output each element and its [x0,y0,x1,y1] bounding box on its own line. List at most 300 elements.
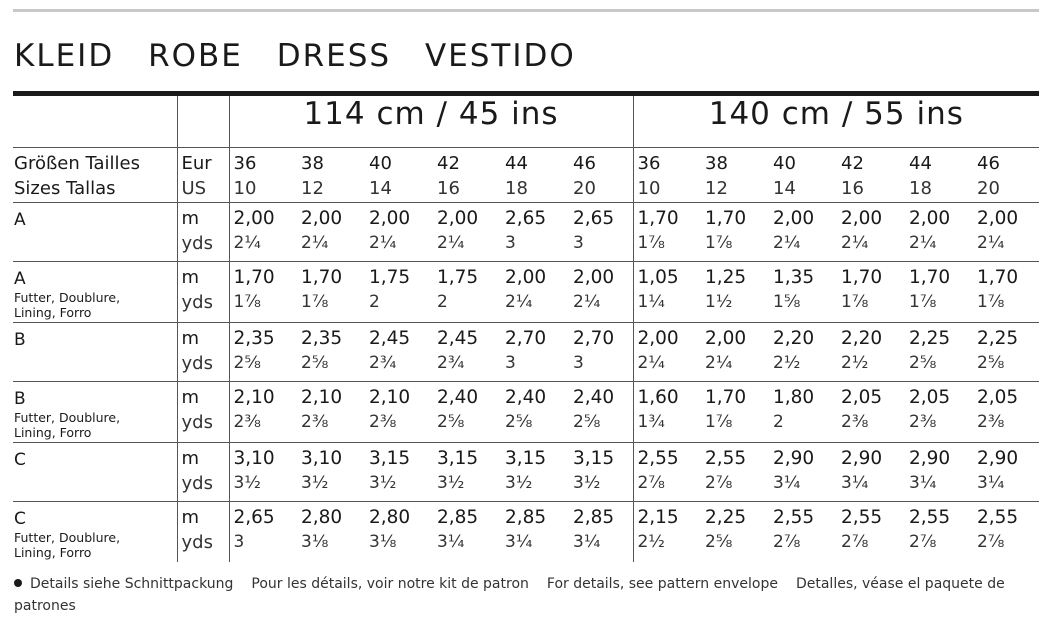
yards-value: 2⅝ [437,412,465,432]
footer-note-fr: Pour les détails, voir notre kit de patron [251,576,529,592]
size-eur: 36 [233,153,257,174]
yardage-cell [229,262,297,323]
size-eur: 38 [705,153,728,174]
yards-value: 2½ [773,353,801,373]
yards-value: 3½ [301,473,329,493]
size-header-cell [905,148,973,203]
metres-value: 1,70 [705,387,747,408]
yards-value: 1¾ [637,412,665,432]
table-row [13,203,1039,262]
yards-value: 3 [505,353,516,373]
yards-value: 2⅜ [369,412,397,432]
yardage-cell [365,203,433,262]
yards-value: 1⅞ [637,233,665,253]
metres-value: 2,65 [573,208,615,229]
yardage-cell [973,262,1039,323]
metres-value: 2,25 [977,328,1019,349]
metres-value: 1,70 [909,267,951,288]
metres-value: 2,00 [233,208,275,229]
unit-metres: m [181,267,200,288]
yards-value: 3¼ [773,473,801,493]
yardage-cell [769,443,837,502]
yards-value: 3¼ [841,473,869,493]
size-us: 12 [705,178,728,199]
yardage-cell [501,502,569,563]
yards-value: 3 [573,353,584,373]
lining-label: Futter, Doublure, [14,530,121,545]
yardage-cell [701,323,769,382]
metres-value: 1,75 [369,267,411,288]
yards-value: 2¼ [233,233,261,253]
yards-value: 2¼ [505,292,533,312]
unit-yards: yds [181,532,213,553]
yards-value: 3⅛ [369,532,397,552]
yards-value: 3 [505,233,516,253]
yards-value: 2¼ [841,233,869,253]
view-label: C [14,450,26,470]
yardage-cell [701,443,769,502]
yards-value: 2⅝ [977,353,1005,373]
size-eur: 44 [505,153,528,174]
metres-value: 1,70 [301,267,343,288]
yardage-cell [433,262,501,323]
yards-value: 3¼ [909,473,937,493]
size-us: 10 [637,178,661,199]
yardage-cell [569,323,633,382]
fabric-width-row [13,96,1039,148]
yardage-cell [769,262,837,323]
yards-value: 2¾ [369,353,397,373]
yardage-cell [569,443,633,502]
size-us: 16 [841,178,864,199]
metres-value: 3,15 [573,448,615,469]
size-us: 14 [369,178,392,199]
yards-value: 2⅜ [977,412,1005,432]
footer-note-de: Details siehe Schnittpackung [30,576,234,592]
size-header-cell [701,148,769,203]
metres-value: 2,45 [437,328,479,349]
metres-value: 2,00 [977,208,1019,229]
unit-cell [177,502,229,563]
metres-value: 2,40 [573,387,615,408]
size-us: 14 [773,178,796,199]
yards-value: 2⅞ [773,532,801,552]
yardage-cell [365,323,433,382]
yardage-cell [433,443,501,502]
metres-value: 2,20 [773,328,815,349]
metres-value: 2,65 [233,507,275,528]
yardage-cell [297,203,365,262]
view-label-cell [13,203,177,262]
footer-note-es: Detalles, véase el paquete de patrones [14,576,1005,614]
metres-value: 1,70 [977,267,1019,288]
yards-value: 1⅞ [841,292,869,312]
yardage-cell [297,262,365,323]
yards-value: 2⅝ [909,353,937,373]
yardage-cell [905,203,973,262]
yards-value: 1¼ [637,292,665,312]
yards-value: 2⅝ [573,412,601,432]
yardage-cell [433,382,501,443]
unit-cell [177,323,229,382]
yardage-cell [837,262,905,323]
yardage-cell [905,443,973,502]
metres-value: 2,00 [505,267,547,288]
table-row [13,443,1039,502]
yardage-cell [701,502,769,563]
yards-value: 2¼ [369,233,397,253]
yardage-cell [433,502,501,563]
yards-value: 2⅞ [637,473,665,493]
size-eur: 38 [301,153,324,174]
yards-value: 2¼ [437,233,465,253]
yardage-cell [769,382,837,443]
unit-metres: m [181,328,200,349]
yards-value: 2⅝ [505,412,533,432]
size-header-cell [837,148,905,203]
metres-value: 2,15 [637,507,679,528]
yardage-cell [837,203,905,262]
metres-value: 2,85 [505,507,547,528]
metres-value: 2,45 [369,328,411,349]
title-word-en: DRESS [276,38,392,74]
yards-value: 2⅞ [977,532,1005,552]
metres-value: 2,00 [773,208,815,229]
size-header-row [13,148,1039,203]
yardage-cell [297,443,365,502]
yardage-cell [501,323,569,382]
yardage-cell [501,443,569,502]
yards-value: 3½ [573,473,601,493]
yardage-cell [229,203,297,262]
yards-value: 2¼ [573,292,601,312]
yardage-cell [973,502,1039,563]
metres-value: 1,80 [773,387,815,408]
yardage-cell [365,443,433,502]
unit-yards: yds [181,292,213,313]
metres-value: 2,00 [637,328,679,349]
yardage-cell [633,323,701,382]
title-word-fr: ROBE [148,38,243,74]
size-header-cell [569,148,633,203]
metres-value: 1,60 [637,387,679,408]
top-rule [13,9,1039,12]
unit-yards: yds [181,353,213,374]
yards-value: 3⅛ [301,532,329,552]
yardage-cell [633,382,701,443]
yardage-cell [433,323,501,382]
yards-value: 2 [369,292,380,312]
metres-value: 2,00 [705,328,747,349]
size-eur: 36 [637,153,661,174]
metres-value: 2,20 [841,328,883,349]
yardage-cell [365,382,433,443]
yardage-cell [769,203,837,262]
yardage-cell [569,203,633,262]
footer-note-en: For details, see pattern envelope [546,576,778,592]
size-us: 16 [437,178,460,199]
fabric-width-114: 114 cm / 45 ins [303,96,559,132]
metres-value: 2,65 [505,208,547,229]
lining-label: Lining, Forro [14,425,92,440]
yardage-cell [501,382,569,443]
yards-value: 2⅜ [841,412,869,432]
metres-value: 3,15 [505,448,547,469]
table-row [13,502,1039,563]
metres-value: 1,05 [637,267,679,288]
size-header-cell [365,148,433,203]
size-header-cell [973,148,1039,203]
lining-label: Lining, Forro [14,305,92,320]
view-label-cell [13,262,177,323]
lining-label: Futter, Doublure, [14,410,121,425]
yardage-cell [633,203,701,262]
metres-value: 2,85 [437,507,479,528]
metres-value: 2,80 [301,507,343,528]
metres-value: 2,85 [573,507,615,528]
metres-value: 2,55 [977,507,1019,528]
size-eur: 40 [773,153,796,174]
metres-value: 2,80 [369,507,411,528]
metres-value: 2,90 [909,448,951,469]
yards-value: 2½ [637,532,665,552]
metres-value: 2,25 [705,507,747,528]
metres-value: 1,75 [437,267,479,288]
metres-value: 3,10 [301,448,343,469]
metres-value: 2,35 [233,328,275,349]
yards-value: 2¼ [705,353,733,373]
lining-label: Futter, Doublure, [14,290,121,305]
yardage-cell [297,323,365,382]
size-header-cell [297,148,365,203]
yards-value: 1⅞ [909,292,937,312]
unit-yards: yds [181,233,213,254]
metres-value: 2,55 [841,507,883,528]
size-header-cell [501,148,569,203]
unit-metres: m [181,507,200,528]
yardage-cell [769,502,837,563]
size-eur: 42 [437,153,460,174]
yardage-cell [837,323,905,382]
table-row [13,323,1039,382]
size-eur: 40 [369,153,392,174]
yardage-cell [973,203,1039,262]
metres-value: 1,70 [841,267,883,288]
yards-value: 2⅞ [705,473,733,493]
size-header-cell [229,148,297,203]
size-header-cell [433,148,501,203]
view-label-cell [13,502,177,563]
yardage-cell [701,262,769,323]
yardage-cell [769,323,837,382]
yardage-cell [905,262,973,323]
metres-value: 2,35 [301,328,343,349]
metres-value: 1,25 [705,267,747,288]
yards-value: 1½ [705,292,733,312]
view-label: A [14,269,26,289]
yards-value: 3½ [437,473,465,493]
metres-value: 3,15 [369,448,411,469]
view-label-cell [13,382,177,443]
bullet-icon [14,579,22,587]
yardage-cell [905,502,973,563]
metres-value: 2,05 [841,387,883,408]
metres-value: 2,05 [909,387,951,408]
yardage-cell [633,443,701,502]
yards-value: 1⅞ [705,412,733,432]
metres-value: 2,00 [909,208,951,229]
yards-value: 3 [573,233,584,253]
size-us: 20 [977,178,1000,199]
metres-value: 2,00 [301,208,343,229]
metres-value: 2,40 [505,387,547,408]
yardage-cell [229,502,297,563]
lining-label: Lining, Forro [14,545,92,560]
size-eur: 42 [841,153,864,174]
metres-value: 2,55 [637,448,679,469]
metres-value: 2,55 [705,448,747,469]
yards-value: 2⅝ [301,353,329,373]
yardage-cell [837,382,905,443]
yardage-cell [837,443,905,502]
unit-cell [177,443,229,502]
size-system-us: US [181,178,207,199]
title-word-es: VESTIDO [424,38,576,74]
yardage-cell [229,382,297,443]
yardage-cell [297,382,365,443]
yards-value: 1⅝ [773,292,801,312]
metres-value: 2,55 [773,507,815,528]
size-system-eur: Eur [181,153,212,174]
yards-value: 2¾ [437,353,465,373]
view-label: C [14,509,26,529]
size-us: 18 [505,178,528,199]
yardage-cell [569,502,633,563]
unit-metres: m [181,448,200,469]
yards-value: 2¼ [773,233,801,253]
yards-value: 2½ [841,353,869,373]
metres-value: 2,55 [909,507,951,528]
yardage-cell [569,382,633,443]
metres-value: 2,00 [369,208,411,229]
yards-value: 2¼ [909,233,937,253]
yards-value: 2⅞ [909,532,937,552]
metres-value: 2,10 [301,387,343,408]
metres-value: 2,90 [773,448,815,469]
metres-value: 2,40 [437,387,479,408]
view-label-cell [13,443,177,502]
view-label: A [14,210,26,230]
yards-value: 3¼ [437,532,465,552]
metres-value: 2,70 [505,328,547,349]
yards-value: 2⅜ [909,412,937,432]
footer-note [14,573,1024,617]
size-us: 18 [909,178,932,199]
metres-value: 2,00 [841,208,883,229]
yards-value: 2 [773,412,784,432]
yards-value: 2⅝ [233,353,261,373]
metres-value: 3,10 [233,448,275,469]
metres-value: 1,70 [705,208,747,229]
metres-value: 2,10 [369,387,411,408]
yards-value: 1⅞ [705,233,733,253]
unit-cell [177,262,229,323]
size-eur: 44 [909,153,932,174]
yardage-cell [973,443,1039,502]
fabric-width-140: 140 cm / 55 ins [708,96,964,132]
size-label-line1: Größen Tailles [14,153,141,174]
yards-value: 3½ [505,473,533,493]
yardage-cell [633,262,701,323]
size-eur: 46 [573,153,596,174]
unit-yards: yds [181,473,213,494]
yards-value: 3¼ [505,532,533,552]
yards-value: 2¼ [977,233,1005,253]
size-eur: 46 [977,153,1000,174]
yardage-cell [701,203,769,262]
yardage-cell [837,502,905,563]
yards-value: 3¼ [977,473,1005,493]
yardage-cell [973,323,1039,382]
metres-value: 3,15 [437,448,479,469]
size-us: 12 [301,178,324,199]
yards-value: 2⅜ [233,412,261,432]
metres-value: 2,00 [573,267,615,288]
yardage-cell [905,382,973,443]
yardage-cell [297,502,365,563]
yardage-cell [433,203,501,262]
yards-value: 1⅞ [977,292,1005,312]
page-title [14,38,598,74]
size-header-cell [633,148,701,203]
table-row [13,382,1039,443]
yardage-cell [633,502,701,563]
yards-value: 3½ [369,473,397,493]
yards-value: 3½ [233,473,261,493]
unit-cell [177,203,229,262]
yards-value: 2¼ [637,353,665,373]
metres-value: 1,35 [773,267,815,288]
metres-value: 2,10 [233,387,275,408]
size-us: 20 [573,178,596,199]
table-row [13,262,1039,323]
unit-cell [177,382,229,443]
yards-value: 2⅝ [705,532,733,552]
yards-value: 3¼ [573,532,601,552]
yardage-cell [229,443,297,502]
unit-metres: m [181,387,200,408]
metres-value: 1,70 [637,208,679,229]
yardage-cell [501,262,569,323]
yardage-cell [905,323,973,382]
metres-value: 2,90 [977,448,1019,469]
size-us: 10 [233,178,257,199]
size-label-line2: Sizes Tallas [14,178,116,199]
yardage-table [13,96,1039,562]
yardage-cell [229,323,297,382]
yards-value: 1⅞ [301,292,329,312]
view-label-cell [13,323,177,382]
unit-metres: m [181,208,200,229]
metres-value: 2,00 [437,208,479,229]
yardage-cell [569,262,633,323]
yards-value: 3 [233,532,245,552]
metres-value: 2,70 [573,328,615,349]
view-label: B [14,330,26,350]
yards-value: 2¼ [301,233,329,253]
metres-value: 2,25 [909,328,951,349]
yardage-cell [501,203,569,262]
